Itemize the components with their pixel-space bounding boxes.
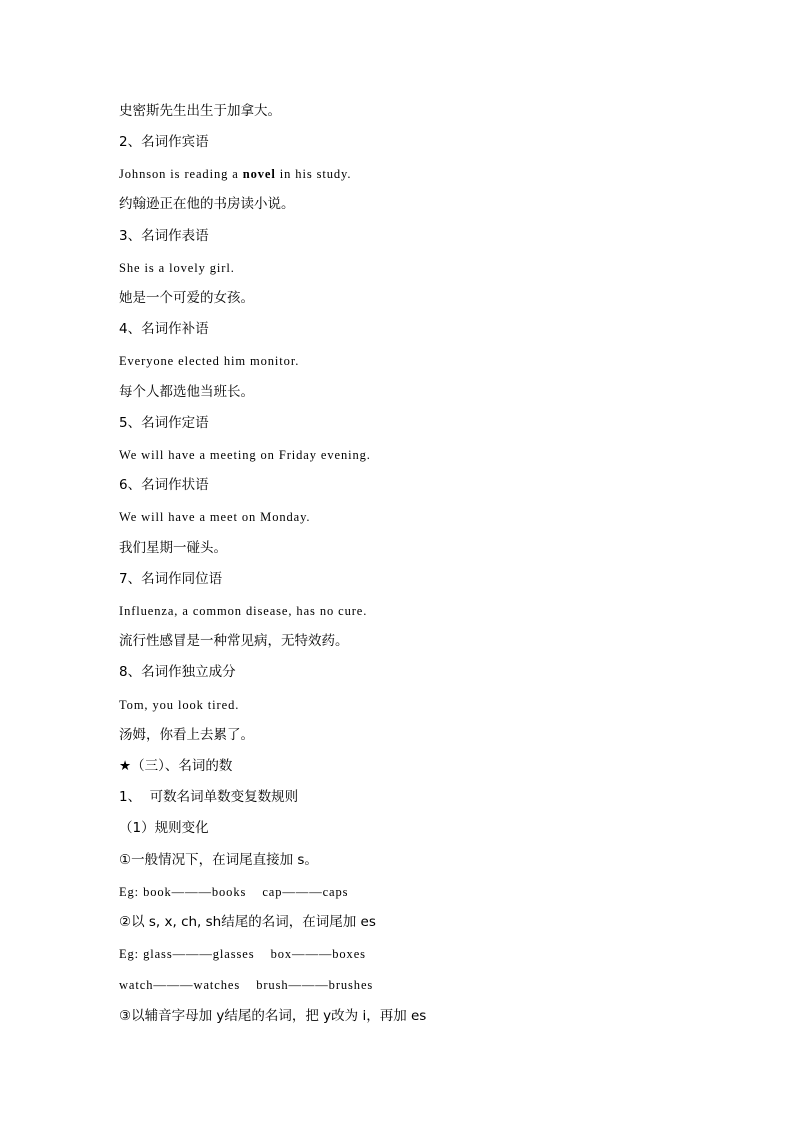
example-translation: 每个人都选他当班长。: [119, 384, 254, 400]
example-sentence: [119, 168, 351, 181]
example-sentence: We will have a meeting on Friday evening.: [119, 448, 371, 462]
example-translation: 她是一个可爱的女孩。: [119, 290, 254, 306]
rule-item: ③以辅音字母加 y结尾的名词，把 y改为 i，再加 es: [119, 1008, 427, 1024]
rule-example: Eg: book———books cap———caps: [119, 885, 349, 899]
example-sentence: She is a lovely girl.: [119, 261, 235, 275]
example-translation: 流行性感冒是一种常见病，无特效药。: [119, 633, 349, 649]
example-sentence: We will have a meet on Monday.: [119, 510, 311, 524]
rule-item: ①一般情况下，在词尾直接加 s。: [119, 852, 318, 868]
section-title: ★（三）、名词的数: [119, 758, 233, 774]
rule-example: Eg: glass———glasses box———boxes: [119, 947, 366, 961]
example-sentence: Tom, you look tired.: [119, 698, 240, 712]
section-heading: 7、名词作同位语: [119, 571, 223, 587]
section-heading: 3、名词作表语: [119, 228, 209, 244]
example-sentence: Influenza, a common disease, has no cure.: [119, 604, 368, 618]
example-translation: 史密斯先生出生于加拿大。: [119, 103, 281, 119]
example-translation: 汤姆，你看上去累了。: [119, 727, 254, 743]
example-sentence: Everyone elected him monitor.: [119, 354, 300, 368]
section-heading: 4、名词作补语: [119, 321, 209, 337]
section-heading: 2、名词作宾语: [119, 134, 209, 150]
bold-word: novel: [242, 167, 276, 181]
example-translation: 我们星期一碰头。: [119, 540, 227, 556]
section-heading: 6、名词作状语: [119, 477, 209, 493]
sentence-part: Johnson is reading a: [119, 167, 243, 181]
rule-heading: 1、 可数名词单数变复数规则: [119, 789, 299, 805]
section-heading: 8、名词作独立成分: [119, 664, 236, 680]
sentence-part: in his study.: [275, 167, 352, 181]
rule-example: watch———watches brush———brushes: [119, 978, 374, 992]
rule-subheading: （1）规则变化: [119, 820, 209, 836]
example-translation: 约翰逊正在他的书房读小说。: [119, 196, 295, 212]
rule-item: ②以 s, x, ch, sh结尾的名词，在词尾加 es: [119, 914, 376, 930]
section-heading: 5、名词作定语: [119, 415, 209, 431]
